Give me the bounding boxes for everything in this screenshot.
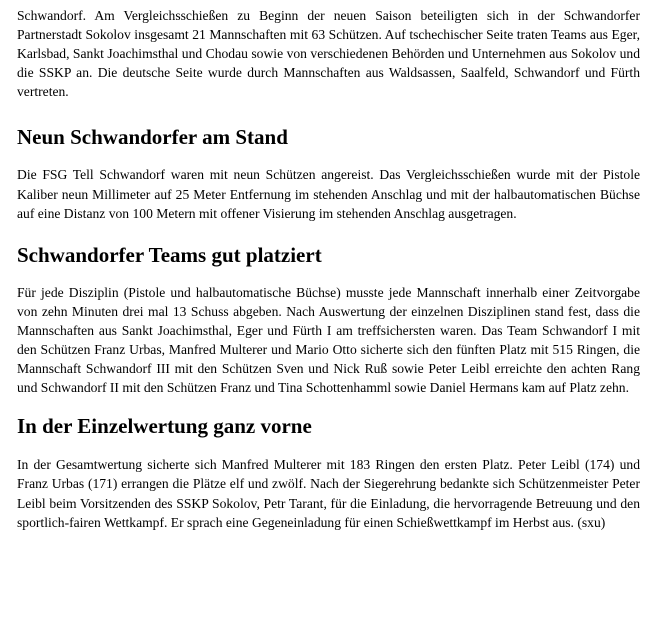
paragraph-fsg-tell: Die FSG Tell Schwandorf waren mit neun Schützen angereist. Das Vergleichsschießen wurde mit der Pistole Kaliber neun Millimeter auf 25 Meter Entfernung im stehenden Anschlag und mit der halbautomatischen Büchse auf eine Distanz von 100 Metern mit offener Visierung im stehenden Anschlag ausgetragen. bbox=[17, 167, 640, 221]
paragraph-disziplinen: Für jede Disziplin (Pistole und halbautomatische Büchse) musste jede Mannschaft innerhalb einer Zeitvorgabe von zehn Minuten drei mal 13 Schuss abgeben. Nach Auswertung der einzelnen Disziplinen stand fest, dass die Mannschaften aus Sankt Joachimsthal, Eger und Fürth I am treffsichersten waren. Das Team Schwandorf I mit den Schützen Franz Urbas, Manfred Multerer und Mario Otto sicherte sich den fünften Platz mit 515 Ringen, die Mannschaft Schwandorf III mit den Schützen Sven und Nick Ruß sowie Peter Leibl erreichte den achten Rang und Schwandorf II mit den Schützen Franz und Tina Schottenhamml sowie Daniel Hermans kam auf Platz zehn. bbox=[17, 284, 640, 396]
paragraph-gesamtwertung: In der Gesamtwertung sicherte sich Manfred Multerer mit 183 Ringen den ersten Platz. Peter Leibl (174) und Franz Urbas (171) errangen die Plätze elf und zwölf. Nach der Siegerehrung bedankte sich Schützenmeister Peter Leibl beim Vorsitzenden des SSKP Sokolov, Petr Tarant, für die Einladung, die hervorragende Betreuung und den sportlich-fairen Wettkampf. Er sprach eine Gegeneinladung für einen Schießwettkampf im Herbst aus. (sxu) bbox=[17, 457, 640, 530]
section-heading-neun-schwandorfer: Neun Schwandorfer am Stand bbox=[17, 125, 288, 150]
section-heading-teams-platziert: Schwandorfer Teams gut platziert bbox=[17, 242, 322, 267]
article bbox=[17, 6, 640, 532]
intro-paragraph: Schwandorf. Am Vergleichsschießen zu Beginn der neuen Saison beteiligten sich in der Schwandorfer Partnerstadt Sokolov insgesamt 21 Mannschaften mit 63 Schützen. Auf tschechischer Seite traten Teams aus Eger, Karlsbad, Sankt Joachimsthal und Chodau sowie von verschiedenen Behörden und Unternehmen aus Sokolov und die SSKP an. Die deutsche Seite wurde durch Mannschaften aus Waldsassen, Saalfeld, Schwandorf und Fürth vertreten. bbox=[17, 8, 640, 100]
section-heading-einzelwertung: In der Einzelwertung ganz vorne bbox=[17, 414, 312, 439]
